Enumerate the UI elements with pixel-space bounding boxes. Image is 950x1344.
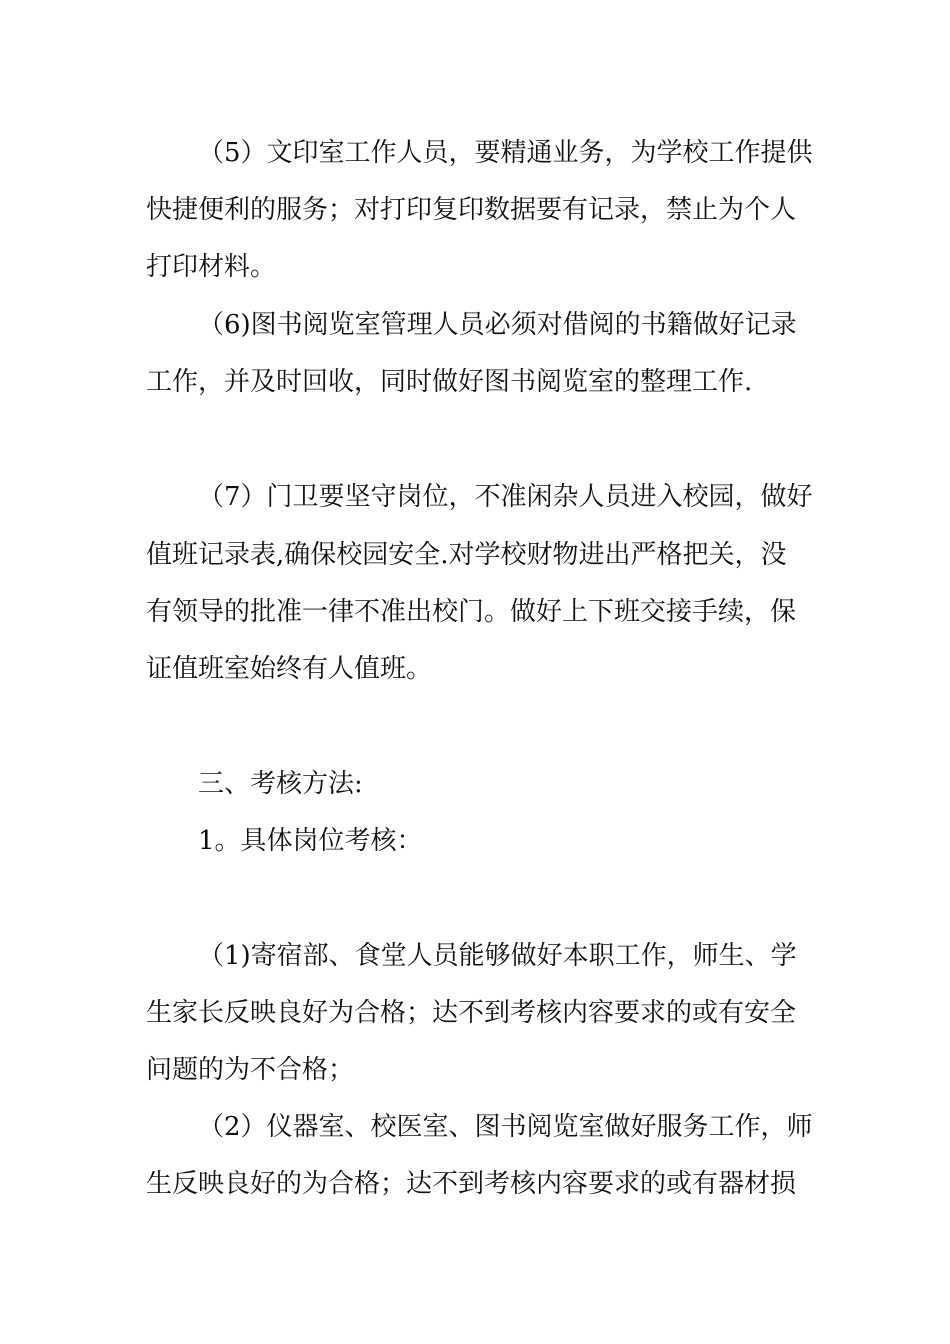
paragraph-6-line-2: 工作，并及时回收，同时做好图书阅览室的整理工作. xyxy=(146,367,753,397)
paragraph-6-line-1: （6)图书阅览室管理人员必须对借阅的书籍做好记录 xyxy=(198,310,797,340)
paragraph-5-line-1: （5）文印室工作人员，要精通业务，为学校工作提供 xyxy=(198,138,813,168)
section-heading: 三、考核方法: xyxy=(198,769,363,799)
subsection-heading: 1。具体岗位考核： xyxy=(198,826,423,856)
paragraph-7-line-1: （7）门卫要坚守岗位，不准闲杂人员进入校园，做好 xyxy=(198,482,813,512)
paragraph-5-line-2: 快捷便利的服务；对打印复印数据要有记录，禁止为个人 xyxy=(146,195,797,225)
item-2-line-1: （2）仪器室、校医室、图书阅览室做好服务工作，师 xyxy=(198,1112,813,1142)
item-1-line-2: 生家长反映良好为合格；达不到考核内容要求的或有安全 xyxy=(146,998,797,1028)
item-1-line-3: 问题的为不合格； xyxy=(146,1055,355,1085)
item-2-line-2: 生反映良好的为合格；达不到考核内容要求的或有器材损 xyxy=(146,1169,797,1199)
item-1-line-1: （1)寄宿部、食堂人员能够做好本职工作，师生、学 xyxy=(198,941,797,971)
paragraph-7-line-3: 有领导的批准一律不准出校门。做好上下班交接手续，保 xyxy=(146,597,797,627)
paragraph-5-line-3: 打印材料。 xyxy=(146,252,277,282)
paragraph-7-line-4: 证值班室始终有人值班。 xyxy=(146,654,433,684)
paragraph-7-line-2: 值班记录表,确保校园安全.对学校财物进出严格把关，没 xyxy=(146,540,787,570)
